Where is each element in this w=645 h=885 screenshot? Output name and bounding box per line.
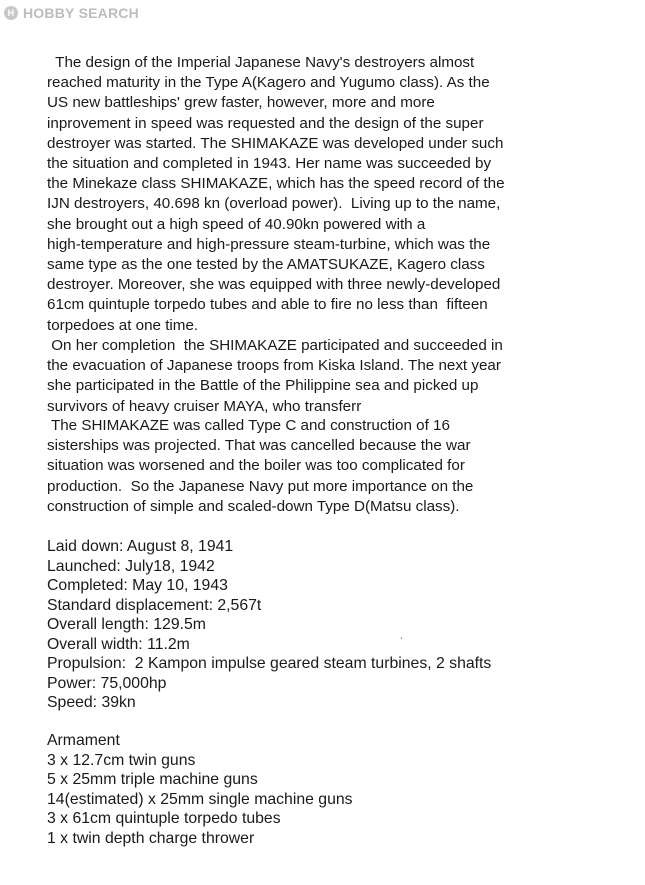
scan-speck — [401, 637, 402, 639]
armament-item: 1 x twin depth charge thrower — [47, 829, 255, 847]
watermark-brand: HOBBY — [23, 5, 75, 21]
spec-item: Launched: July18, 1942 — [47, 557, 215, 575]
spec-item: Laid down: August 8, 1941 — [47, 538, 234, 555]
armament-list — [47, 751, 353, 849]
text-line: 61cm quintuple torpedo tubes and able to fire no less than fifteen — [47, 296, 488, 314]
spec-item: Speed: 39kn — [47, 694, 136, 711]
spec-item: Power: 75,000hp — [47, 674, 167, 692]
text-line: production. So the Japanese Navy put more importance on the — [47, 477, 474, 495]
spec-item: Propulsion: 2 Kampon impulse geared steam turbines, 2 shafts — [47, 655, 492, 672]
design-history-paragraph — [47, 53, 607, 336]
text-line: survivors of heavy cruiser MAYA, who transferr — [47, 397, 362, 415]
hobby-search-logo-icon: H — [4, 6, 18, 20]
spec-item: Overall width: 11.2m — [47, 635, 190, 653]
text-line: The SHIMAKAZE was called Type C and construction of 16 — [47, 417, 450, 434]
armament-section — [47, 731, 353, 849]
text-line: she participated in the Battle of the Philippine sea and picked up — [47, 377, 479, 395]
text-line: high-temperature and high-pressure steam-turbine, which was the — [47, 235, 491, 253]
armament-item: 3 x 61cm quintuple torpedo tubes — [47, 810, 281, 828]
text-line: reached maturity in the Type A(Kagero and Yugumo class). As the — [47, 74, 490, 92]
text-line: On her completion the SHIMAKAZE participated and succeeded in — [47, 337, 503, 354]
text-line: IJN destroyers, 40.698 kn (overload power). Living up to the name, — [47, 195, 501, 213]
spec-item: Standard displacement: 2,567t — [47, 596, 262, 614]
text-line: she brought out a high speed of 40.90kn powered with a — [47, 215, 426, 233]
text-line: same type as the one tested by the AMATSUKAZE, Kagero class — [47, 256, 485, 274]
text-line: destroyer was started. The SHIMAKAZE was developed under such — [47, 134, 504, 152]
hobby-search-watermark — [4, 5, 139, 21]
text-line: inprovement in speed was requested and the design of the super — [47, 114, 484, 132]
service-history-paragraph — [47, 336, 607, 417]
text-line: the evacuation of Japanese troops from Kiska Island. The next year — [47, 357, 501, 375]
text-line: the situation and completed in 1943. Her name was succeeded by — [47, 155, 492, 173]
armament-item: 14(estimated) x 25mm single machine guns — [47, 790, 353, 808]
text-line: destroyer. Moreover, she was equipped with three newly-developed — [47, 276, 501, 294]
text-line: the Minekaze class SHIMAKAZE, which has the speed record of the — [47, 175, 505, 193]
text-line: The design of the Imperial Japanese Navy's destroyers almost — [47, 54, 475, 71]
spec-item: Completed: May 10, 1943 — [47, 577, 228, 594]
armament-item: 5 x 25mm triple machine guns — [47, 771, 258, 789]
armament-heading: Armament — [47, 732, 120, 749]
text-line: torpedoes at one time. — [47, 316, 199, 334]
watermark-suffix: SEARCH — [78, 5, 139, 21]
spec-item: Overall length: 129.5m — [47, 616, 206, 633]
text-line: sisterships was projected. That was cancelled because the war — [47, 437, 471, 455]
text-line: situation was worsened and the boiler was too complicated for — [47, 457, 465, 475]
watermark-text — [23, 5, 139, 21]
specifications-list — [47, 537, 491, 713]
type-c-paragraph — [47, 416, 607, 517]
armament-item: 3 x 12.7cm twin guns — [47, 751, 196, 769]
text-line: US new battleships' grew faster, however, more and more — [47, 94, 435, 112]
text-line: construction of simple and scaled-down Type D(Matsu class). — [47, 497, 460, 515]
